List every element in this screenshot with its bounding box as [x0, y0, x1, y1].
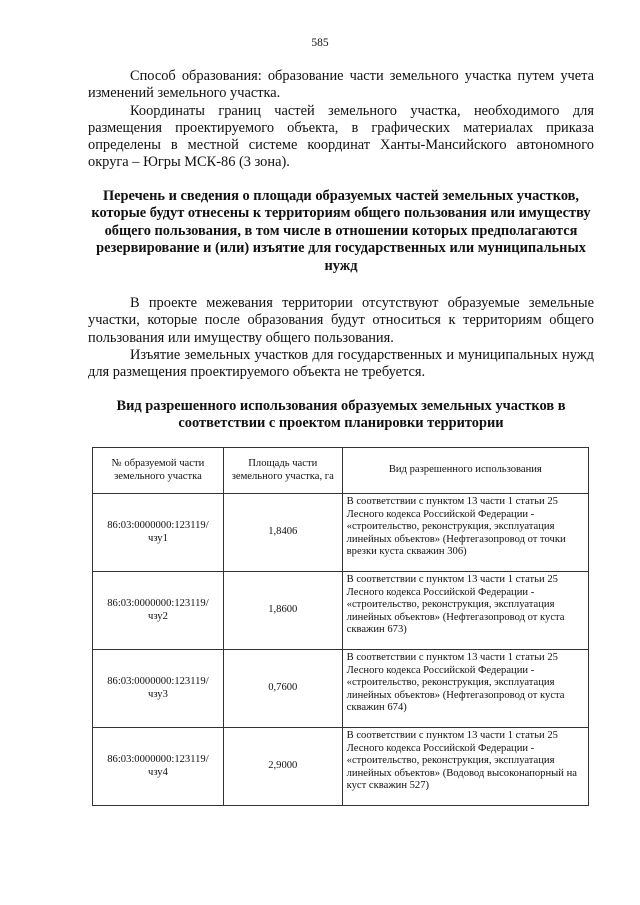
header-area: Площадь части земельного участка, га [223, 448, 342, 494]
cell-part-number: 86:03:0000000:123119/ чзу3 [93, 650, 224, 728]
table-header-row [93, 448, 589, 494]
table-row [93, 650, 589, 728]
header-permitted-use: Вид разрешенного использования [342, 448, 588, 494]
cell-part-number: 86:03:0000000:123119/ чзу2 [93, 572, 224, 650]
header-part-number: № образуемой части земельного участка [93, 448, 224, 494]
table-row [93, 494, 589, 572]
cell-area: 2,9000 [223, 728, 342, 806]
cell-permitted-use: В соответствии с пунктом 13 части 1 статьи 25 Лесного кодекса Российской Федерации - «строительство, реконструкция, эксплуатация линейных объектов» (Нефтегазопровод от точки врезки куста скважин 306) [342, 494, 588, 572]
section-paragraph-2: Изъятие земельных участков для государственных и муниципальных нужд для размещения проектируемого объекта не требуется. [88, 346, 594, 381]
cell-area: 1,8600 [223, 572, 342, 650]
cell-area: 0,7600 [223, 650, 342, 728]
intro-paragraph-2: Координаты границ частей земельного участка, необходимого для размещения проектируемого объекта, в графических материалах приказа определены в местной системе координат Ханты-Мансийского автономного округа – Югры МСК-86 (3 зона). [88, 102, 594, 171]
section-text [88, 295, 594, 381]
cell-permitted-use: В соответствии с пунктом 13 части 1 статьи 25 Лесного кодекса Российской Федерации - «строительство, реконструкция, эксплуатация линейных объектов» (Нефтегазопровод от куста скважин 673) [342, 572, 588, 650]
section-heading-permitted-use: Вид разрешенного использования образуемых земельных участков в соответствии с проектом планировки территории [116, 398, 566, 432]
cell-part-number: 86:03:0000000:123119/ чзу1 [93, 494, 224, 572]
cell-permitted-use: В соответствии с пунктом 13 части 1 статьи 25 Лесного кодекса Российской Федерации - «строительство, реконструкция, эксплуатация линейных объектов» (Нефтегазопровод от куста скважин 674) [342, 650, 588, 728]
cell-area: 1,8406 [223, 494, 342, 572]
cell-permitted-use: В соответствии с пунктом 13 части 1 статьи 25 Лесного кодекса Российской Федерации - «строительство, реконструкция, эксплуатация линейных объектов» (Водовод высоконапорный на куст скважин 527) [342, 728, 588, 806]
cell-part-number: 86:03:0000000:123119/ чзу4 [93, 728, 224, 806]
intro-text [88, 68, 594, 172]
section-paragraph-1: В проекте межевания территории отсутствуют образуемые земельные участки, которые после образования будут относиться к территориям общего пользования или имуществу общего пользования. [88, 295, 594, 346]
section-heading-parts-list: Перечень и сведения о площади образуемых частей земельных участков, которые будут отнесены к территориям общего пользования или имуществу общего пользования, в том числе в отношении которых предполагаются резервирование и (или) изъятие для государственных или муниципальных нужд [91, 188, 591, 274]
table-row [93, 572, 589, 650]
land-parts-table [92, 447, 589, 806]
intro-paragraph-1: Способ образования: образование части земельного участка путем учета изменений земельного участка. [88, 68, 594, 102]
table-row [93, 728, 589, 806]
page-number: 585 [311, 37, 329, 49]
